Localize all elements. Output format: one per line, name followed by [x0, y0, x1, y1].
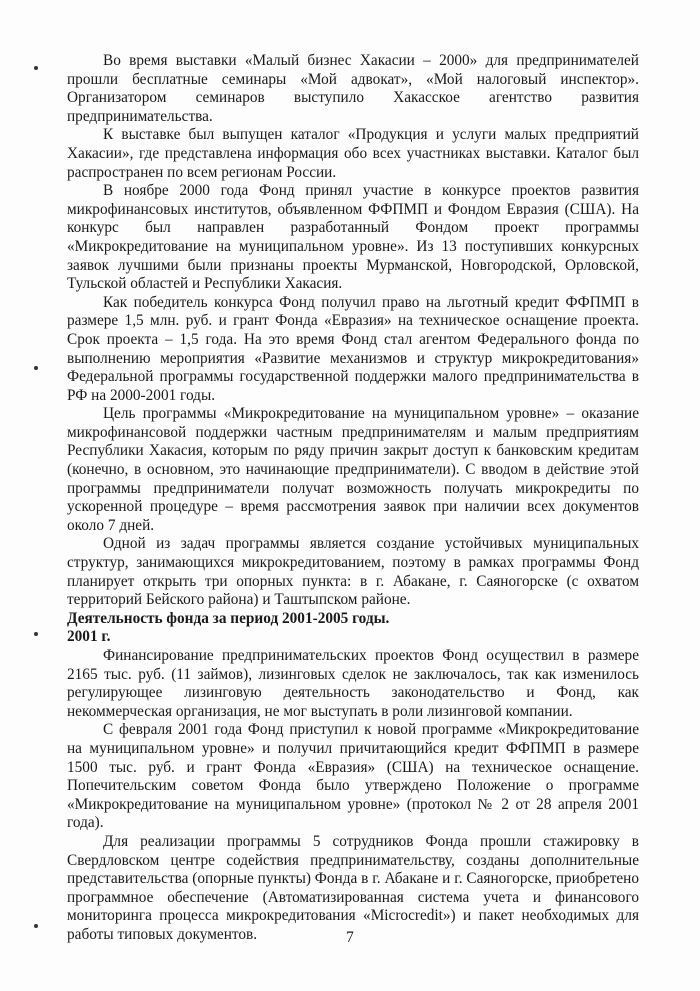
- paragraph-new-program-2001: С февраля 2001 года Фонд приступил к новой программе «Микрокредитование на муниципальном уровне» и получил причитающийся кредит ФФПМП в размере 1500 тыс. руб. и грант Фонда «Евразия» (США) на техническое оснащение. Попечительским советом Фонда было утверждено Положение о программе «Микрокредитование на муниципальном уровне» (протокол № 2 от 28 апреля 2001 года).: [67, 721, 639, 832]
- binder-hole-mark: [34, 924, 38, 928]
- year-heading: 2001 г.: [67, 628, 111, 646]
- paragraph-contest-winner: Как победитель конкурса Фонд получил право на льготный кредит ФФПМП в размере 1,5 млн. руб. и грант Фонда «Евразия» на техническое оснащение проекта. Срок проекта – 1,5 года. На это время Фонд стал агентом Федерального фонда по выполнению мероприятия «Развитие механизмов и структур микрокредитования» Федеральной программы государственной поддержки малого предпринимательства в РФ на 2000-2001 годы.: [67, 293, 639, 404]
- section-heading: Деятельность фонда за период 2001-2005 годы.: [67, 609, 390, 627]
- paragraph-exhibition-seminars: Во время выставки «Малый бизнес Хакасии – 2000» для предпринимателей прошли бесплатные семинары «Мой адвокат», «Мой налоговый инспектор». Организатором семинаров выступило Хакасское агентство развития предпринимательства.: [67, 52, 639, 125]
- binder-hole-mark: [34, 66, 38, 70]
- binder-hole-mark: [34, 632, 38, 636]
- binder-hole-mark: [34, 366, 38, 370]
- paragraph-program-goal: Цель программы «Микрокредитование на муниципальном уровне» – оказание микрофинансовой поддержки частным предпринимателям и малым предприятиям Республики Хакасия, которым по ряду причин закрыт доступ к банковским кредитам (конечно, в основном, это начинающие предприниматели). С вводом в действие этой программы предприниматели получат возможность получать микрокредиты по ускоренной процедуре – время рассмотрения заявок при наличии всех документов около 7 дней.: [67, 405, 639, 534]
- paragraph-contest: В ноябре 2000 года Фонд принял участие в конкурсе проектов развития микрофинансовых институтов, объявленном ФФПМП и Фондом Евразия (США). На конкурс был направлен разработанный Фондом проект программы «Микрокредитование на муниципальном уровне». Из 13 поступивших конкурсных заявок лучшими были признаны проекты Мурманской, Новгородской, Орловской, Тульской областей и Республики Хакасия.: [67, 182, 639, 293]
- paragraph-program-tasks: Одной из задач программы является создание устойчивых муниципальных структур, занимающихся микрокредитованием, поэтому в рамках программы Фонд планирует открыть три опорных пункта: в г. Абакане, г. Саяногорске (с охватом территорий Бейского района) и Таштыпском районе.: [67, 535, 639, 609]
- paragraph-catalog: К выставке был выпущен каталог «Продукция и услуги малых предприятий Хакасии», где представлена информация обо всех участниках выставки. Каталог был распространен по всем регионам России.: [67, 126, 639, 181]
- page-number: 7: [346, 929, 354, 946]
- document-body: [67, 52, 639, 945]
- paragraph-financing-2001: Финансирование предпринимательских проектов Фонд осуществил в размере 2165 тыс. руб. (11 займов), лизинговых сделок не заключалось, так как изменилось регулирующее лизинговую деятельность законодательство и Фонд, как некоммерческая организация, не мог выступать в роли лизинговой компании.: [67, 647, 639, 720]
- paragraph-implementation-2001: Для реализации программы 5 сотрудников Фонда прошли стажировку в Свердловском центре содействия предпринимательству, созданы дополнительные представительства (опорные пункты) Фонда в г. Абакане и г. Саяногорске, приобретено программное обеспечение (Автоматизированная система учета и финансового мониторинга процесса микрокредитования «Microcredit») и пакет необходимых для работы типовых документов.: [67, 832, 639, 943]
